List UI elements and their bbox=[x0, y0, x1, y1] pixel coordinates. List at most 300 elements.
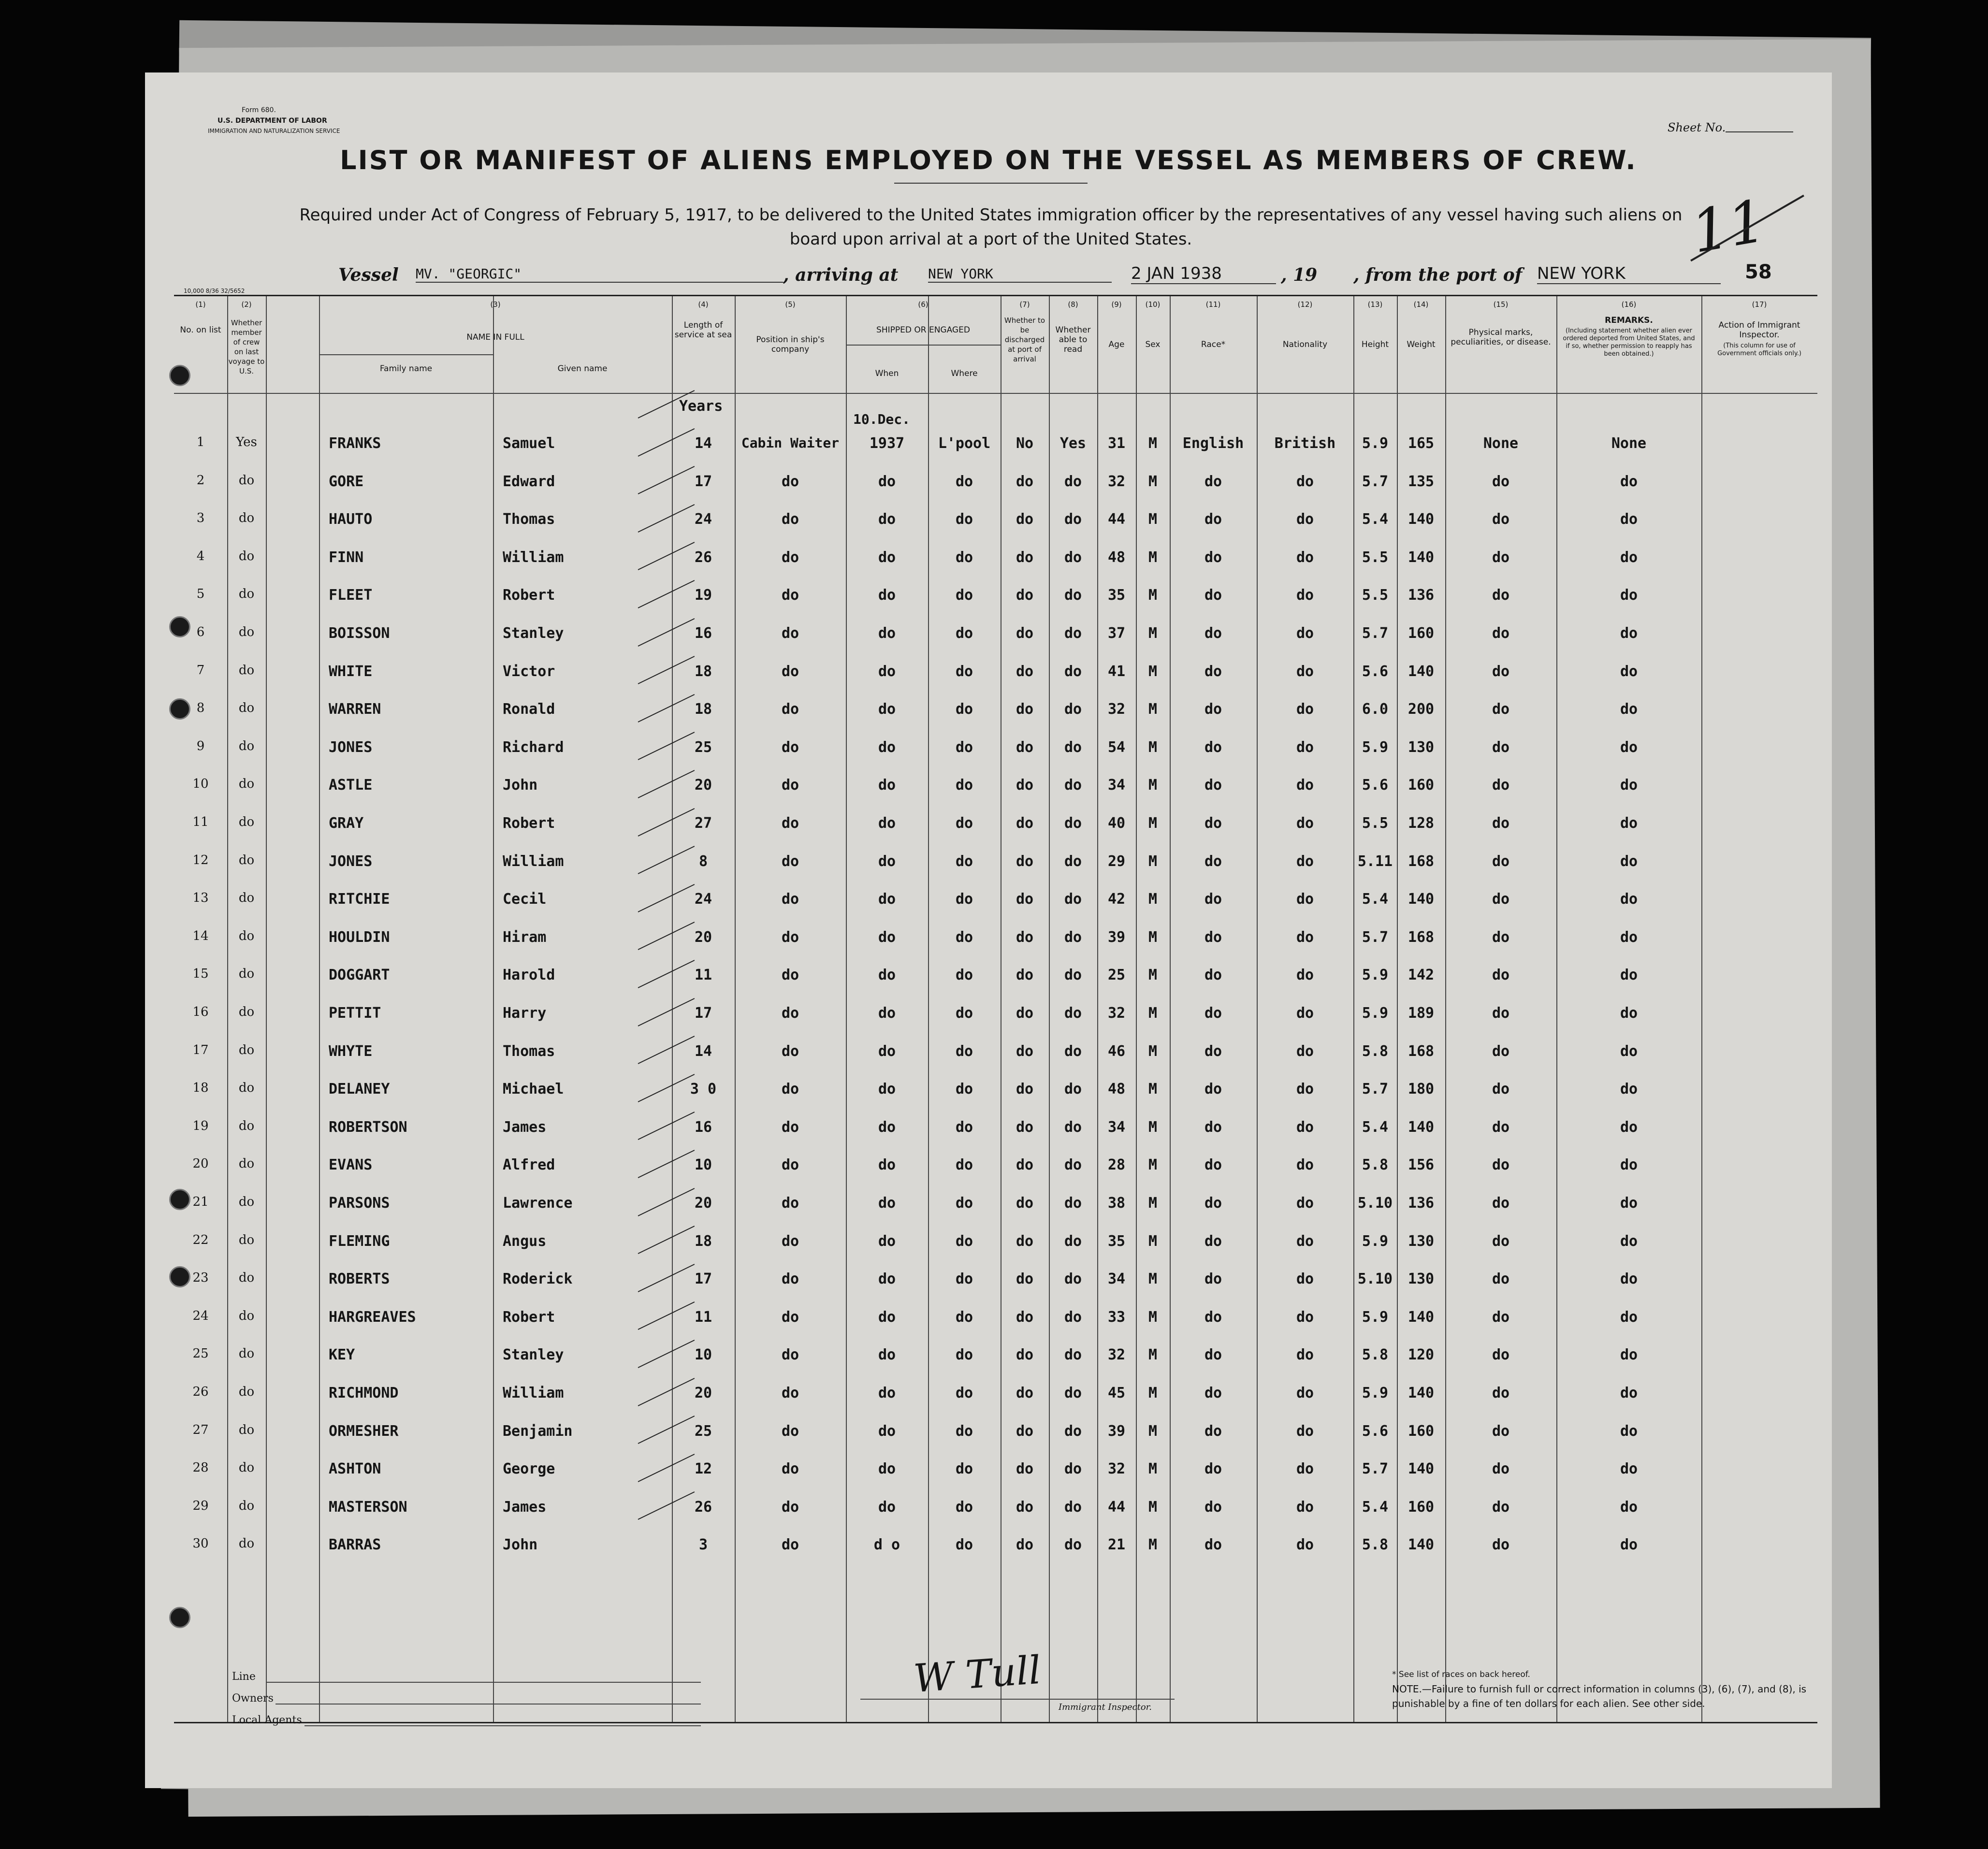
cell-family: HAUTO bbox=[329, 511, 373, 528]
cell-given: Victor bbox=[503, 663, 555, 680]
cell-age: 35 bbox=[1107, 587, 1126, 604]
cell-where: do bbox=[955, 1043, 973, 1060]
cell-service: 16 bbox=[694, 1119, 712, 1136]
line-field bbox=[266, 1682, 701, 1683]
cell-discharge: do bbox=[1016, 1385, 1034, 1401]
cell-discharge: do bbox=[1016, 1536, 1034, 1553]
table-row bbox=[174, 880, 1817, 918]
cell-remarks: do bbox=[1620, 1195, 1638, 1212]
cell-nationality: do bbox=[1296, 967, 1314, 983]
cell-sex: M bbox=[1148, 815, 1158, 832]
col-head-remarks-note: (Including statement whether alien ever ordered deported from United States, and if so, whether permission to reapply has been obtained.) bbox=[1563, 327, 1695, 358]
cell-nationality: do bbox=[1296, 587, 1314, 604]
col-head-when: When bbox=[875, 369, 899, 378]
column-number: (4) bbox=[698, 300, 709, 309]
crew-table bbox=[174, 295, 1817, 1723]
cell-marks: do bbox=[1492, 929, 1510, 946]
cell-weight: 140 bbox=[1408, 1460, 1435, 1477]
cell-read: do bbox=[1064, 853, 1082, 870]
cell-discharge: do bbox=[1016, 587, 1034, 604]
cell-prev: do bbox=[238, 777, 255, 791]
cell-remarks: do bbox=[1620, 1005, 1638, 1022]
cell-prev: do bbox=[238, 967, 255, 981]
cell-when: do bbox=[878, 1005, 896, 1022]
cell-no: 24 bbox=[192, 1309, 209, 1323]
cell-race: do bbox=[1204, 777, 1222, 794]
cell-no: 21 bbox=[192, 1195, 209, 1209]
table-row bbox=[174, 1412, 1817, 1450]
cell-service: 27 bbox=[694, 815, 712, 832]
cell-given: Angus bbox=[503, 1233, 547, 1250]
cell-weight: 140 bbox=[1408, 1119, 1435, 1136]
cell-weight: 140 bbox=[1408, 549, 1435, 566]
cell-age: 29 bbox=[1107, 853, 1126, 870]
column-number: (11) bbox=[1205, 300, 1221, 309]
cell-position: do bbox=[781, 1195, 799, 1212]
cell-position: do bbox=[781, 701, 799, 718]
cell-no: 12 bbox=[192, 853, 209, 867]
cell-when: do bbox=[878, 1385, 896, 1401]
cell-sex: M bbox=[1148, 1499, 1158, 1516]
cell-prev: do bbox=[238, 1195, 255, 1209]
cell-race: do bbox=[1204, 929, 1222, 946]
table-row bbox=[174, 690, 1817, 728]
cell-no: 25 bbox=[192, 1346, 209, 1361]
cell-nationality: do bbox=[1296, 929, 1314, 946]
date-stamp: 2 JAN 1938 bbox=[1131, 264, 1276, 284]
cell-sex: M bbox=[1148, 1005, 1158, 1022]
cell-read: do bbox=[1064, 1195, 1082, 1212]
cell-discharge: do bbox=[1016, 891, 1034, 908]
cell-height: 5.7 bbox=[1362, 929, 1389, 946]
cell-no: 3 bbox=[196, 511, 205, 525]
col-head-given: Given name bbox=[557, 364, 608, 374]
cell-where: do bbox=[955, 739, 973, 756]
cell-age: 46 bbox=[1107, 1043, 1126, 1060]
signature-line bbox=[860, 1699, 1175, 1700]
cell-where: do bbox=[955, 777, 973, 794]
cell-race: do bbox=[1204, 549, 1222, 566]
cell-position: do bbox=[781, 815, 799, 832]
cell-no: 9 bbox=[196, 739, 205, 753]
cell-no: 19 bbox=[192, 1119, 209, 1133]
cell-height: 5.8 bbox=[1362, 1346, 1389, 1363]
cell-no: 20 bbox=[192, 1156, 209, 1171]
cell-remarks: do bbox=[1620, 739, 1638, 756]
cell-family: PARSONS bbox=[329, 1195, 390, 1212]
cell-sex: M bbox=[1148, 625, 1158, 642]
table-row bbox=[174, 424, 1817, 462]
cell-where: L'pool bbox=[938, 435, 991, 452]
cell-weight: 130 bbox=[1408, 1233, 1435, 1250]
cell-prev: do bbox=[238, 1005, 255, 1019]
cell-when: do bbox=[878, 1043, 896, 1060]
cell-age: 40 bbox=[1107, 815, 1126, 832]
cell-prev: do bbox=[238, 511, 255, 525]
cell-read: do bbox=[1064, 815, 1082, 832]
cell-age: 33 bbox=[1107, 1309, 1126, 1326]
cell-weight: 120 bbox=[1408, 1346, 1435, 1363]
cell-height: 5.4 bbox=[1362, 511, 1389, 528]
cell-position: do bbox=[781, 1385, 799, 1401]
cell-where: do bbox=[955, 967, 973, 983]
cell-prev: do bbox=[238, 739, 255, 753]
cell-given: James bbox=[503, 1119, 547, 1136]
cell-sex: M bbox=[1148, 929, 1158, 946]
cell-where: do bbox=[955, 1385, 973, 1401]
cell-nationality: do bbox=[1296, 1005, 1314, 1022]
vessel-label: Vessel bbox=[338, 265, 399, 285]
table-row bbox=[174, 1298, 1817, 1336]
cell-position: do bbox=[781, 511, 799, 528]
cell-height: 5.9 bbox=[1362, 967, 1389, 983]
cell-given: Robert bbox=[503, 587, 555, 604]
column-number: (12) bbox=[1297, 300, 1313, 309]
cell-prev: do bbox=[238, 1423, 255, 1437]
cell-no: 4 bbox=[196, 549, 205, 563]
cell-marks: do bbox=[1492, 1195, 1510, 1212]
cell-where: do bbox=[955, 1081, 973, 1098]
cell-when: do bbox=[878, 1156, 896, 1173]
cell-race: do bbox=[1204, 891, 1222, 908]
table-row bbox=[174, 1032, 1817, 1070]
cell-family: KEY bbox=[329, 1346, 355, 1363]
department-name: U.S. DEPARTMENT OF LABOR bbox=[218, 117, 327, 125]
cell-race: do bbox=[1204, 1346, 1222, 1363]
print-code: 10,000 8/36 32/5652 bbox=[184, 288, 245, 294]
table-row bbox=[174, 614, 1817, 652]
cell-nationality: do bbox=[1296, 1309, 1314, 1326]
cell-marks: do bbox=[1492, 1233, 1510, 1250]
cell-given: Hiram bbox=[503, 929, 547, 946]
cell-age: 48 bbox=[1107, 1081, 1126, 1098]
table-row bbox=[174, 728, 1817, 766]
cell-service: 3 bbox=[698, 1536, 708, 1553]
cell-where: do bbox=[955, 1119, 973, 1136]
cell-prev: do bbox=[238, 473, 255, 488]
cell-weight: 156 bbox=[1408, 1156, 1435, 1173]
col-head-action: Action of Immigrant Inspector. bbox=[1718, 320, 1800, 340]
service-name: IMMIGRATION AND NATURALIZATION SERVICE bbox=[208, 128, 340, 134]
cell-race: do bbox=[1204, 1385, 1222, 1401]
cell-prev: do bbox=[238, 1271, 255, 1285]
cell-remarks: do bbox=[1620, 587, 1638, 604]
cell-family: RICHMOND bbox=[329, 1385, 399, 1401]
manifest-title: LIST OR MANIFEST OF ALIENS EMPLOYED ON THE VESSEL AS MEMBERS OF CREW. bbox=[340, 145, 1637, 175]
cell-no: 8 bbox=[196, 701, 205, 715]
cell-family: FRANKS bbox=[329, 435, 381, 452]
cell-race: do bbox=[1204, 473, 1222, 490]
year-label: , 19 bbox=[1281, 265, 1318, 285]
cell-where: do bbox=[955, 625, 973, 642]
cell-prev: do bbox=[238, 663, 255, 678]
cell-marks: do bbox=[1492, 815, 1510, 832]
cell-where: do bbox=[955, 1309, 973, 1326]
cell-given: Thomas bbox=[503, 511, 555, 528]
cell-remarks: do bbox=[1620, 1423, 1638, 1440]
cell-given: Harry bbox=[503, 1005, 547, 1022]
cell-height: 5.9 bbox=[1362, 435, 1389, 452]
cell-nationality: do bbox=[1296, 701, 1314, 718]
cell-read: do bbox=[1064, 1043, 1082, 1060]
cell-height: 5.8 bbox=[1362, 1536, 1389, 1553]
cell-marks: do bbox=[1492, 777, 1510, 794]
cell-race: do bbox=[1204, 1156, 1222, 1173]
cell-no: 6 bbox=[196, 625, 205, 639]
cell-race: do bbox=[1204, 625, 1222, 642]
cell-height: 5.4 bbox=[1362, 1119, 1389, 1136]
column-number: (1) bbox=[195, 300, 206, 309]
cell-sex: M bbox=[1148, 663, 1158, 680]
cell-service: 20 bbox=[694, 929, 712, 946]
cell-given: John bbox=[503, 777, 538, 794]
cell-height: 5.8 bbox=[1362, 1043, 1389, 1060]
cell-marks: do bbox=[1492, 1536, 1510, 1553]
cell-no: 23 bbox=[192, 1271, 209, 1285]
cell-discharge: do bbox=[1016, 1233, 1034, 1250]
cell-position: do bbox=[781, 1423, 799, 1440]
cell-prev: Yes bbox=[236, 435, 257, 449]
cell-nationality: do bbox=[1296, 891, 1314, 908]
cell-given: Michael bbox=[503, 1081, 564, 1098]
cell-when: do bbox=[878, 1233, 896, 1250]
col-head-shipped: SHIPPED OR ENGAGED bbox=[876, 325, 970, 335]
cell-read: do bbox=[1064, 473, 1082, 490]
cell-service: 18 bbox=[694, 701, 712, 718]
column-number: (8) bbox=[1068, 300, 1078, 309]
cell-prev: do bbox=[238, 1346, 255, 1361]
cell-given: James bbox=[503, 1499, 547, 1516]
cell-age: 32 bbox=[1107, 1346, 1126, 1363]
from-label: , from the port of bbox=[1353, 265, 1523, 285]
cell-prev: do bbox=[238, 891, 255, 905]
cell-read: do bbox=[1064, 1385, 1082, 1401]
cell-read: do bbox=[1064, 1156, 1082, 1173]
cell-where: do bbox=[955, 1233, 973, 1250]
cell-given: Benjamin bbox=[503, 1423, 573, 1440]
cell-weight: 168 bbox=[1408, 853, 1435, 870]
cell-no: 5 bbox=[196, 587, 205, 601]
cell-when: do bbox=[878, 1460, 896, 1477]
col-head-sex: Sex bbox=[1145, 340, 1161, 349]
table-row bbox=[174, 804, 1817, 842]
table-row bbox=[174, 1184, 1817, 1222]
cell-discharge: do bbox=[1016, 929, 1034, 946]
cell-position: do bbox=[781, 473, 799, 490]
cell-marks: do bbox=[1492, 1423, 1510, 1440]
cell-marks: do bbox=[1492, 1081, 1510, 1098]
cell-when: do bbox=[878, 1499, 896, 1516]
cell-where: do bbox=[955, 511, 973, 528]
cell-marks: do bbox=[1492, 1309, 1510, 1326]
cell-race: do bbox=[1204, 1309, 1222, 1326]
cell-read: do bbox=[1064, 967, 1082, 983]
cell-sex: M bbox=[1148, 739, 1158, 756]
cell-read: do bbox=[1064, 1346, 1082, 1363]
cell-sex: M bbox=[1148, 1081, 1158, 1098]
cell-weight: 189 bbox=[1408, 1005, 1435, 1022]
cell-marks: do bbox=[1492, 511, 1510, 528]
manifest-subtitle: Required under Act of Congress of February 5, 1917, to be delivered to the United States immigration officer by the representatives of any vessel having such aliens on board upon arrival at a port of the United States. bbox=[299, 205, 1683, 249]
arriving-label: , arriving at bbox=[783, 265, 899, 285]
cell-service: 18 bbox=[694, 1233, 712, 1250]
cell-family: GORE bbox=[329, 473, 364, 490]
cell-read: do bbox=[1064, 549, 1082, 566]
cell-when: do bbox=[878, 1346, 896, 1363]
cell-height: 5.6 bbox=[1362, 663, 1389, 680]
cell-height: 5.9 bbox=[1362, 1385, 1389, 1401]
cell-marks: do bbox=[1492, 1043, 1510, 1060]
cell-service: 26 bbox=[694, 549, 712, 566]
cell-sex: M bbox=[1148, 1156, 1158, 1173]
inspector-signature: W Tull bbox=[912, 1647, 1043, 1702]
cell-service: 20 bbox=[694, 777, 712, 794]
cell-discharge: do bbox=[1016, 1423, 1034, 1440]
cell-marks: do bbox=[1492, 1346, 1510, 1363]
cell-age: 48 bbox=[1107, 549, 1126, 566]
cell-discharge: do bbox=[1016, 1195, 1034, 1212]
cell-family: WHITE bbox=[329, 663, 373, 680]
col-head-position: Position in ship's company bbox=[756, 335, 825, 354]
cell-height: 5.7 bbox=[1362, 1460, 1389, 1477]
cell-remarks: do bbox=[1620, 1043, 1638, 1060]
column-number: (7) bbox=[1019, 300, 1030, 309]
cell-nationality: British bbox=[1274, 435, 1336, 452]
cell-no: 22 bbox=[192, 1233, 209, 1247]
cell-height: 5.5 bbox=[1362, 549, 1389, 566]
col-head-where: Where bbox=[951, 369, 978, 378]
cell-race: do bbox=[1204, 587, 1222, 604]
table-row bbox=[174, 652, 1817, 690]
cell-when: 1937 bbox=[869, 435, 905, 452]
cell-family: BOISSON bbox=[329, 625, 390, 642]
col-head-read: Whether able to read bbox=[1055, 325, 1091, 354]
cell-given: John bbox=[503, 1536, 538, 1553]
cell-nationality: do bbox=[1296, 815, 1314, 832]
cell-race: do bbox=[1204, 1081, 1222, 1098]
column-number: (10) bbox=[1145, 300, 1161, 309]
cell-sex: M bbox=[1148, 549, 1158, 566]
cell-discharge: do bbox=[1016, 1309, 1034, 1326]
cell-age: 34 bbox=[1107, 1119, 1126, 1136]
table-row bbox=[174, 462, 1817, 500]
cell-where: do bbox=[955, 1271, 973, 1287]
cell-no: 7 bbox=[196, 663, 205, 678]
cell-remarks: do bbox=[1620, 663, 1638, 680]
cell-when: do bbox=[878, 1081, 896, 1098]
cell-read: do bbox=[1064, 777, 1082, 794]
cell-no: 29 bbox=[192, 1499, 209, 1513]
cell-race: do bbox=[1204, 701, 1222, 718]
cell-prev: do bbox=[238, 587, 255, 601]
cell-given: Harold bbox=[503, 967, 555, 983]
cell-height: 5.6 bbox=[1362, 1423, 1389, 1440]
cell-discharge: do bbox=[1016, 473, 1034, 490]
cell-remarks: do bbox=[1620, 1119, 1638, 1136]
cell-weight: 160 bbox=[1408, 625, 1435, 642]
cell-family: ASHTON bbox=[329, 1460, 381, 1477]
cell-discharge: No bbox=[1016, 435, 1034, 452]
cell-sex: M bbox=[1148, 967, 1158, 983]
cell-marks: do bbox=[1492, 1156, 1510, 1173]
cell-remarks: do bbox=[1620, 1309, 1638, 1326]
cell-given: Robert bbox=[503, 1309, 555, 1326]
cell-marks: do bbox=[1492, 1385, 1510, 1401]
cell-when: do bbox=[878, 473, 896, 490]
cell-family: HARGREAVES bbox=[329, 1309, 416, 1326]
cell-height: 5.5 bbox=[1362, 815, 1389, 832]
cell-discharge: do bbox=[1016, 1271, 1034, 1287]
table-row bbox=[174, 842, 1817, 880]
cell-when: do bbox=[878, 1423, 896, 1440]
cell-marks: do bbox=[1492, 1271, 1510, 1287]
cell-when: do bbox=[878, 549, 896, 566]
cell-sex: M bbox=[1148, 1271, 1158, 1287]
table-row bbox=[174, 918, 1817, 956]
column-number: (2) bbox=[241, 300, 252, 309]
cell-discharge: do bbox=[1016, 853, 1034, 870]
cell-age: 34 bbox=[1107, 777, 1126, 794]
cell-service: 11 bbox=[694, 1309, 712, 1326]
cell-nationality: do bbox=[1296, 1460, 1314, 1477]
cell-service: 10 bbox=[694, 1346, 712, 1363]
cell-position: do bbox=[781, 1536, 799, 1553]
cell-read: do bbox=[1064, 587, 1082, 604]
cell-given: Alfred bbox=[503, 1156, 555, 1173]
cell-sex: M bbox=[1148, 1536, 1158, 1553]
cell-when: do bbox=[878, 1119, 896, 1136]
cell-nationality: do bbox=[1296, 1346, 1314, 1363]
cell-when: do bbox=[878, 929, 896, 946]
cell-nationality: do bbox=[1296, 1423, 1314, 1440]
cell-race: do bbox=[1204, 1460, 1222, 1477]
cell-family: DELANEY bbox=[329, 1081, 390, 1098]
cell-position: do bbox=[781, 739, 799, 756]
cell-family: RITCHIE bbox=[329, 891, 390, 908]
owners-field bbox=[276, 1704, 701, 1705]
cell-sex: M bbox=[1148, 1346, 1158, 1363]
cell-position: do bbox=[781, 1460, 799, 1477]
cell-marks: do bbox=[1492, 663, 1510, 680]
cell-read: do bbox=[1064, 663, 1082, 680]
cell-where: do bbox=[955, 1195, 973, 1212]
cell-sex: M bbox=[1148, 1195, 1158, 1212]
cell-prev: do bbox=[238, 549, 255, 563]
cell-position: do bbox=[781, 625, 799, 642]
years-label: Years bbox=[679, 398, 723, 415]
cell-discharge: do bbox=[1016, 967, 1034, 983]
cell-position: do bbox=[781, 1309, 799, 1326]
cell-marks: do bbox=[1492, 853, 1510, 870]
cell-where: do bbox=[955, 1499, 973, 1516]
cell-service: 14 bbox=[694, 435, 712, 452]
cell-marks: do bbox=[1492, 549, 1510, 566]
cell-age: 32 bbox=[1107, 1460, 1126, 1477]
cell-given: Edward bbox=[503, 473, 555, 490]
cell-position: do bbox=[781, 853, 799, 870]
cell-weight: 136 bbox=[1408, 587, 1435, 604]
column-number: (13) bbox=[1367, 300, 1383, 309]
cell-weight: 142 bbox=[1408, 967, 1435, 983]
table-row bbox=[174, 1374, 1817, 1412]
cell-discharge: do bbox=[1016, 1499, 1034, 1516]
table-row bbox=[174, 576, 1817, 614]
cell-nationality: do bbox=[1296, 625, 1314, 642]
inspector-label: Immigrant Inspector. bbox=[1059, 1702, 1152, 1712]
cell-where: do bbox=[955, 853, 973, 870]
cell-position: do bbox=[781, 663, 799, 680]
table-row bbox=[174, 766, 1817, 804]
